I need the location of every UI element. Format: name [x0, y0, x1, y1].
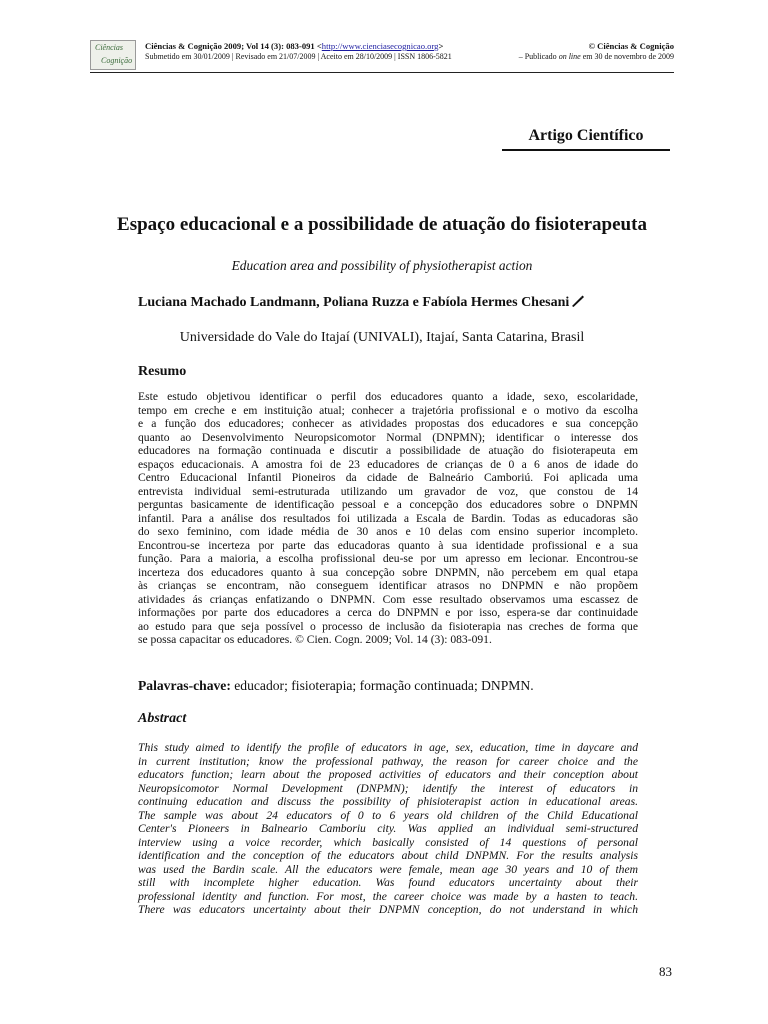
abstract-line: still with incomplete higher education. Was found educators uncertainty about their — [138, 876, 638, 889]
abstract-line: continuing education and discuss the possibility of phisioterapist action in educational areas. — [138, 795, 638, 808]
published-online: on line — [558, 52, 581, 61]
resumo-line: às crianças se encontram, não conseguem identificar atrasos no DNPMN e não propõem — [138, 579, 638, 592]
page-number: 83 — [659, 964, 672, 979]
abstract-line: was used the Bardin scale. All the educators were female, mean age 30 years and 10 of them — [138, 862, 638, 876]
resumo-line: incerteza dos educadores quanto à sua concepção sobre DNPMN, não percebem em qual etapa — [138, 565, 638, 579]
header-divider — [90, 72, 674, 73]
logo-text-2: Cognição — [101, 56, 133, 65]
journal-header — [90, 40, 674, 70]
abstract-line: identification and the conception of the educators about child DNPMN. For the results analysis — [138, 849, 638, 862]
abstract-line: interview using a voice recorder, which basically consisted of 14 questions of personal — [138, 835, 638, 849]
resumo-line: Este estudo objetivou identificar o perfil dos educadores quanto a idade, sexo, escolaridade, — [138, 390, 638, 403]
resumo-line: espaços educacionais. A amostra foi de 23 educadores de crianças de 0 a 6 anos de idade do — [138, 457, 638, 471]
resumo-line: perguntas basicamente de identificação pessoal e a concepção dos educadores sobre o DNPMN — [138, 498, 638, 511]
article-title: Espaço educacional e a possibilidade de atuação do fisioterapeuta — [117, 214, 647, 235]
keywords-value: educador; fisioterapia; formação continuada; DNPMN. — [230, 678, 534, 693]
resumo-line: função. Para a maioria, a escolha profissional deu-se por um apresso em lecionar. Encontrou-se — [138, 552, 638, 565]
resumo-body — [138, 390, 638, 647]
article-type-label: Artigo Científico — [502, 123, 670, 151]
resumo-line: se possa capacitar os educadores. © Cien. Cogn. 2009; Vol. 14 (3): 083-091. — [138, 633, 492, 646]
resumo-line: tempo em creche e em instituição atual; conhecer a trajetória profissional e o motivo da escolha — [138, 403, 638, 417]
submission-dates — [145, 52, 674, 61]
abstract-line: professional identity and function. For most, the career choice was made by a hasten to teach. — [138, 889, 638, 903]
abstract-line: Neuropsicomotor Normal Development (DNPMN); identify the interest of educators in — [138, 781, 638, 795]
journal-logo — [90, 40, 136, 70]
logo-text-1: Ciências — [95, 43, 123, 52]
journal-url-link[interactable]: http://www.cienciasecognicao.org — [321, 41, 439, 51]
abstract-body — [138, 741, 638, 917]
resumo-line: ao estudo para que seja possível o processo de inclusão da fisioterapia nas creches de forma que — [138, 619, 638, 633]
resumo-line: Centro Educacional Infantil Pioneiros da cidade de Balneário Camboriú. Foi aplicada uma — [138, 471, 638, 484]
abstract-heading: Abstract — [138, 711, 187, 726]
resumo-line: quanto ao Desenvolvimento Neuropsicomotor Normal (DNPMN); identificar o interesse dos — [138, 430, 638, 444]
journal-citation — [145, 41, 443, 51]
journal-citation-end: > — [438, 41, 444, 51]
author-list — [138, 295, 584, 311]
resumo-line: e a função dos educadores; conhecer as atividades propostas dos educadores e sua concepção — [138, 417, 638, 430]
abstract-line: The sample was about 24 educators of 0 to 6 years old children of the Child Educational — [138, 808, 638, 822]
abstract-line: in current institution; know the professional pathway, the reason for career choice and the — [138, 754, 638, 768]
resumo-line: informações por parte dos educadores a cerca do DNPMN e por isso, espera-se dar continuidade — [138, 606, 638, 619]
resumo-line: do sexo feminino, com idade média de 30 anos e 10 delas com ensino superior incompleto. — [138, 525, 638, 538]
keywords-label: Palavras-chave: — [138, 678, 231, 693]
submission-text: Submetido em 30/01/2009 | Revisado em 21/07/2009 | Aceito em 28/10/2009 | ISSN 1806-5821 — [145, 52, 452, 61]
keywords — [138, 678, 534, 694]
abstract-line: There was educators uncertainty about their DNPMN conception, do not understand in which — [138, 903, 638, 916]
published-suffix: em 30 de novembro de 2009 — [580, 52, 674, 61]
pen-icon — [570, 295, 584, 307]
resumo-line: Encontrou-se incerteza por parte das educadoras quanto à sua identidade profissional e a sua — [138, 538, 638, 552]
resumo-line: atividades ás crianças enfatizando o DNPMN. Com esse resultado observamos uma escassez de — [138, 592, 638, 606]
resumo-line: entrevista individual semi-estruturada utilizando um gravador de voz, que constou de 14 — [138, 484, 638, 498]
abstract-line: This study aimed to identify the profile of educators in age, sex, education, time in daycare and — [138, 741, 638, 754]
authors-text: Luciana Machado Landmann, Poliana Ruzza e Fabíola Hermes Chesani — [138, 295, 570, 310]
journal-citation-text: Ciências & Cognição 2009; Vol 14 (3): 083-091 < — [145, 41, 322, 51]
resumo-heading: Resumo — [138, 364, 187, 379]
published-prefix: – Publicado — [518, 52, 559, 61]
resumo-line: infantil. Para a análise dos resultados foi utilizada a Escala de Bardin. Todas as educadoras são — [138, 511, 638, 525]
publication-date — [519, 52, 674, 61]
abstract-line: educators function; learn about the proposed activities of educators and their conception about — [138, 768, 638, 781]
abstract-line: Center's Pioneers in Balneario Camboriu city. Was applied an individual semi-structured — [138, 822, 638, 835]
article-subtitle: Education area and possibility of physiotherapist action — [231, 258, 533, 273]
copyright-notice: © Ciências & Cognição — [588, 41, 674, 51]
resumo-line: educadores na formação continuada e discutir a possibilidade de atuação do fisioterapeuta em — [138, 444, 638, 457]
author-affiliation: Universidade do Vale do Itajaí (UNIVALI), Itajaí, Santa Catarina, Brasil — [179, 330, 585, 345]
